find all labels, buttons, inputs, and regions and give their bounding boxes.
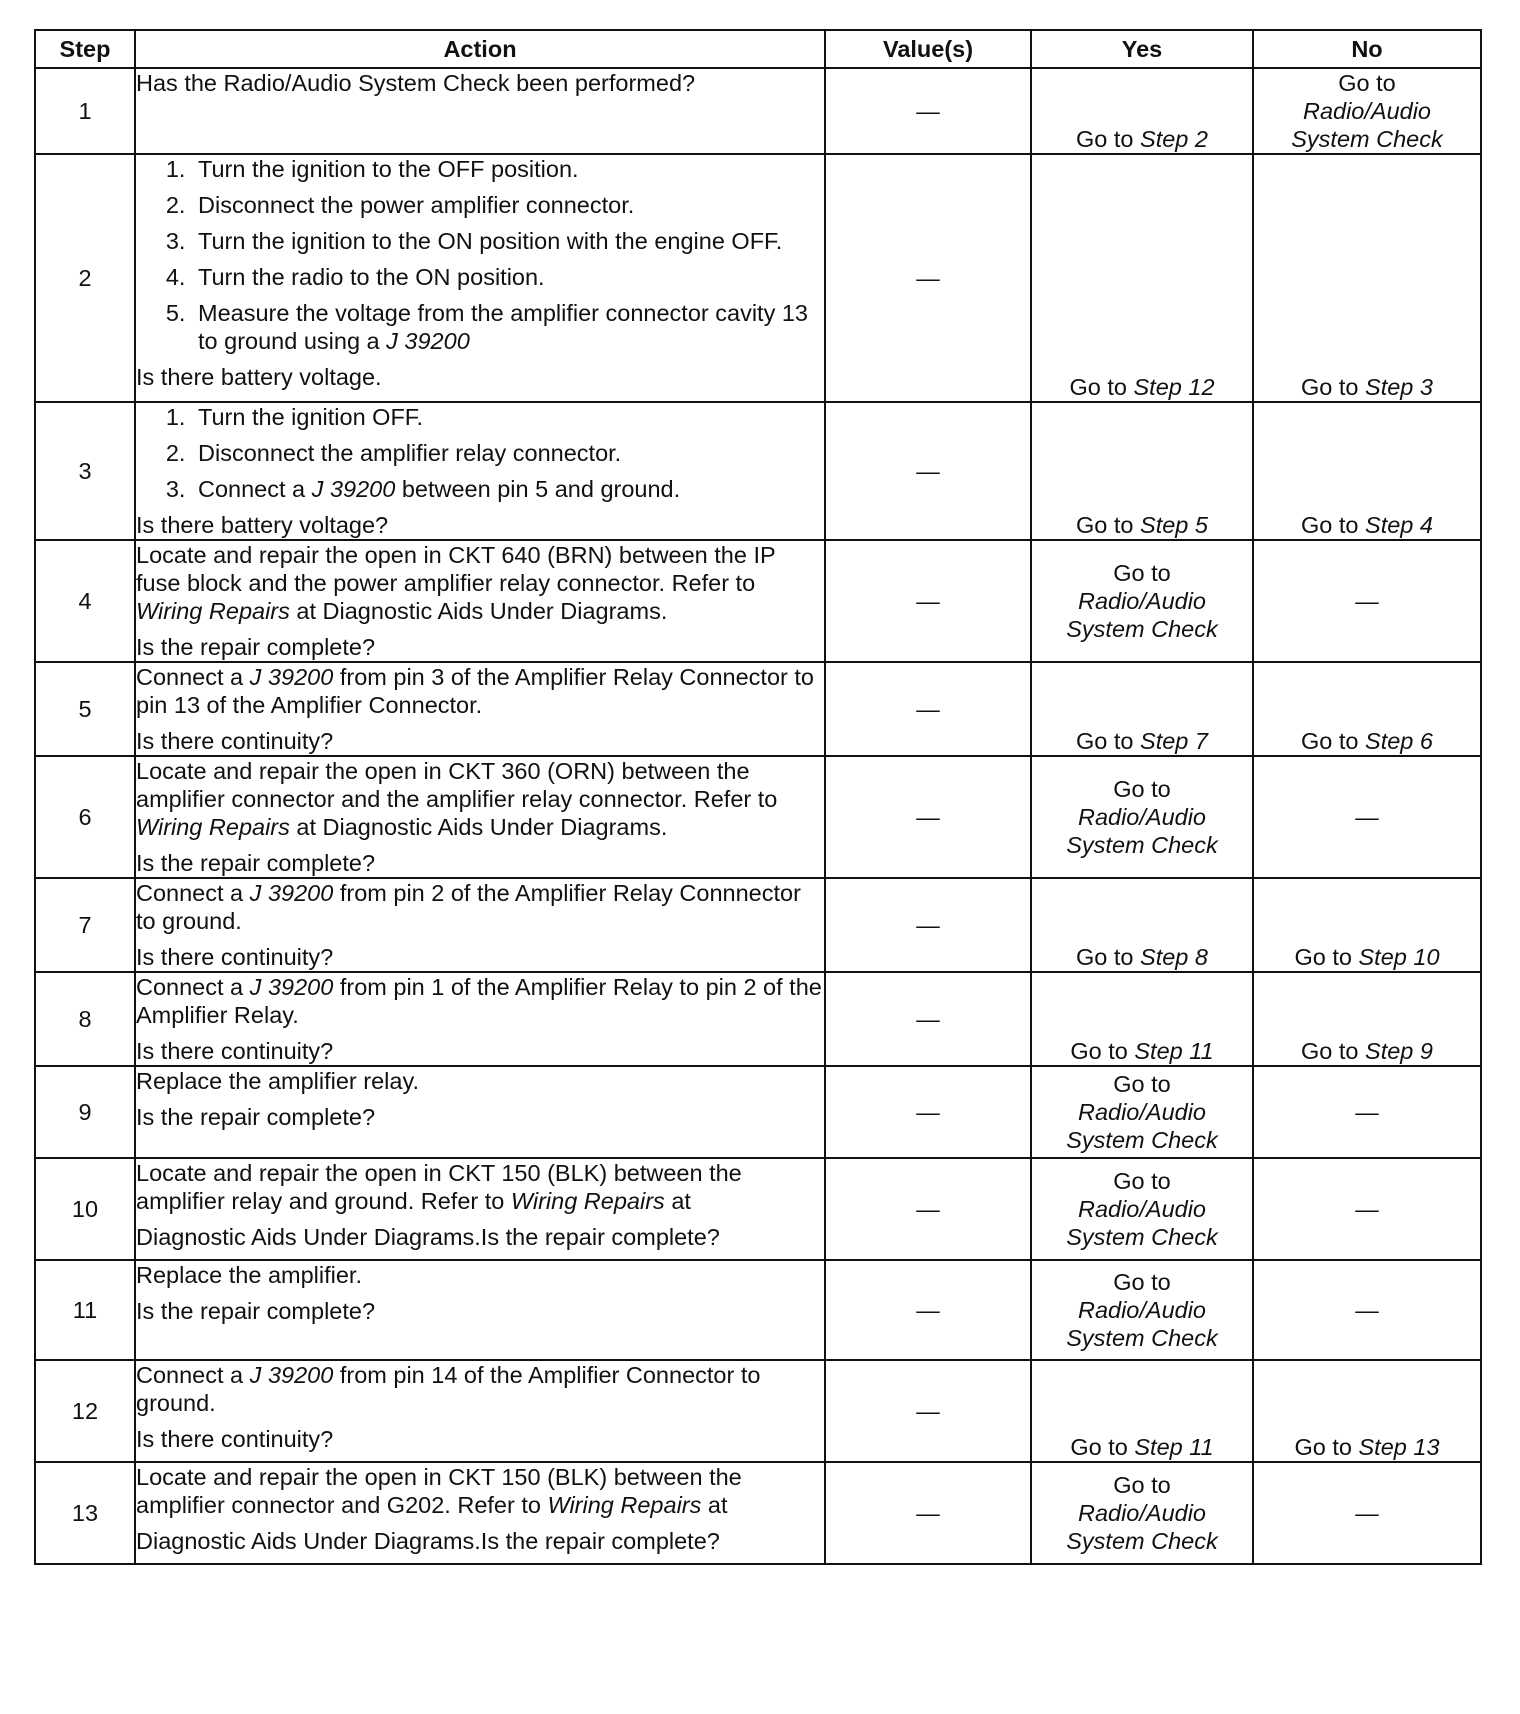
tool-name: J 39200 [249,880,334,906]
action-text [136,1159,824,1215]
table-row [35,1462,1481,1564]
action-item: 2. Disconnect the amplifier relay connector. [192,439,824,467]
action-question: Is the repair complete? [136,1298,376,1324]
action-text [136,541,824,625]
yes-cell [1031,972,1253,1066]
header-step: Step [35,30,135,68]
action-item [192,299,824,355]
action-text-part: from pin 1 of the Amplifier Relay to pin 2 of the Amplifier Relay. [136,974,822,1028]
action-cell [135,68,825,154]
table-row [35,402,1481,540]
value-cell: — [825,1158,1031,1260]
action-text: Replace the amplifier relay. [136,1068,419,1094]
goto-word: Go to [1301,728,1359,754]
action-item: 1. Turn the ignition OFF. [192,403,824,431]
yes-cell [1031,1158,1253,1260]
action-text-part: from pin 3 of the Amplifier Relay Connector to pin 13 of the Amplifier Connector. [136,664,814,718]
step-number: 9 [35,1066,135,1158]
action-question: Is there battery voltage? [136,512,389,538]
step-number: 3 [35,402,135,540]
table-row [35,878,1481,972]
step-number: 12 [35,1360,135,1462]
yes-target: Step 8 [1140,944,1208,970]
value-cell: — [825,972,1031,1066]
action-question: Is the repair complete? [136,850,376,876]
yes-cell [1031,1260,1253,1360]
no-cell [1253,662,1481,756]
table-row [35,540,1481,662]
radio-check-line2: System Check [1066,1325,1218,1351]
yes-cell [1031,1462,1253,1564]
action-list [136,155,824,355]
action-text-part: from pin 2 of the Amplifier Relay Connnector to ground. [136,880,801,934]
yes-target: Step 2 [1140,126,1208,152]
value-cell: — [825,1360,1031,1462]
action-cell [135,756,825,878]
value-cell: — [825,1066,1031,1158]
goto-word: Go to [1113,776,1171,802]
goto-word: Go to [1070,1038,1128,1064]
action-cell [135,402,825,540]
step-number: 13 [35,1462,135,1564]
value-cell: — [825,402,1031,540]
action-cell [135,972,825,1066]
action-question: Is there continuity? [136,728,334,754]
goto-word: Go to [1070,1434,1128,1460]
action-cell [135,1360,825,1462]
step-number: 5 [35,662,135,756]
radio-check-line2: System Check [1066,616,1218,642]
radio-check-line2: System Check [1066,1224,1218,1250]
value-cell: — [825,540,1031,662]
action-question: Is the repair complete? [136,634,376,660]
action-text-part: at Diagnostic Aids Under Diagrams. [296,598,668,624]
action-text [136,1463,824,1519]
yes-target: Step 12 [1133,374,1215,400]
step-number: 11 [35,1260,135,1360]
wiring-repairs-ref: Wiring Repairs [510,1188,665,1214]
no-cell: — [1253,540,1481,662]
table-row [35,756,1481,878]
action-text-part: from pin 14 of the Amplifier Connector to ground. [136,1362,761,1416]
table-row [35,662,1481,756]
step-number: 7 [35,878,135,972]
diagnostic-table [34,29,1482,1565]
goto-word: Go to [1113,1472,1171,1498]
action-item [192,475,824,503]
action-text-part: Connect a [136,880,244,906]
value-cell: — [825,1462,1031,1564]
radio-check-line1: Radio/Audio [1302,98,1432,124]
wiring-repairs-ref: Wiring Repairs [547,1492,702,1518]
no-target: Step 9 [1365,1038,1433,1064]
table-row [35,1260,1481,1360]
no-target: Step 13 [1358,1434,1440,1460]
radio-check-line1: Radio/Audio [1077,1500,1207,1526]
action-text-part: at [671,1188,691,1214]
action-cell [135,662,825,756]
action-text-part: Locate and repair the open in CKT 360 (ORN) between the amplifier connector and the amplifier relay connector. Refer to [136,758,778,812]
goto-word: Go to [1076,944,1134,970]
action-question: Is there continuity? [136,1426,334,1452]
tool-name: J 39200 [386,328,470,354]
action-text: Diagnostic Aids Under Diagrams.Is the repair complete? [136,1224,720,1250]
yes-cell [1031,402,1253,540]
no-cell: — [1253,1066,1481,1158]
action-question: Is there continuity? [136,944,334,970]
step-number: 10 [35,1158,135,1260]
goto-word: Go to [1076,126,1134,152]
value-cell: — [825,68,1031,154]
yes-target: Step 11 [1134,1038,1214,1064]
radio-check-line1: Radio/Audio [1077,804,1207,830]
action-question: Is the repair complete? [136,1104,376,1130]
radio-check-line1: Radio/Audio [1077,1099,1207,1125]
goto-word: Go to [1294,1434,1352,1460]
no-target: Step 10 [1358,944,1440,970]
step-number: 2 [35,154,135,402]
action-question: Has the Radio/Audio System Check been performed? [136,70,696,96]
action-text [136,1361,824,1417]
step-number: 4 [35,540,135,662]
yes-target: Step 11 [1134,1434,1214,1460]
no-cell: — [1253,756,1481,878]
action-cell [135,1260,825,1360]
goto-word: Go to [1113,1071,1171,1097]
yes-target: Step 5 [1140,512,1208,538]
action-text-part: at [707,1492,728,1518]
step-number: 8 [35,972,135,1066]
no-target: Step 3 [1365,374,1433,400]
step-number: 1 [35,68,135,154]
radio-check-line2: System Check [1066,1127,1218,1153]
action-question: Is there continuity? [136,1038,334,1064]
action-text-part: Connect a [136,664,244,690]
action-item: 2. Disconnect the power amplifier connector. [192,191,824,219]
header-values: Value(s) [825,30,1031,68]
yes-cell [1031,1066,1253,1158]
action-item: 4. Turn the radio to the ON position. [192,263,824,291]
no-target: Step 4 [1365,512,1433,538]
value-cell: — [825,878,1031,972]
goto-word: Go to [1301,374,1359,400]
goto-word: Go to [1076,512,1134,538]
yes-cell [1031,68,1253,154]
goto-word: Go to [1076,728,1134,754]
radio-check-line1: Radio/Audio [1077,1297,1207,1323]
table-row [35,154,1481,402]
table-row [35,68,1481,154]
goto-word: Go to [1301,512,1359,538]
action-cell [135,1158,825,1260]
tool-name: J 39200 [249,664,334,690]
yes-cell [1031,662,1253,756]
table-row [35,1066,1481,1158]
action-item: 1. Turn the ignition to the OFF position. [192,155,824,183]
action-text [136,879,824,935]
step-number: 6 [35,756,135,878]
header-no: No [1253,30,1481,68]
radio-check-line1: Radio/Audio [1077,588,1207,614]
tool-name: J 39200 [311,476,396,502]
action-text-part: Connect a [136,974,244,1000]
no-cell [1253,154,1481,402]
tool-name: J 39200 [249,1362,334,1388]
no-cell [1253,68,1481,154]
no-cell [1253,972,1481,1066]
action-item-text: Measure the voltage from the amplifier connector cavity 13 to ground using a [198,300,808,354]
action-text-part: Locate and repair the open in CKT 150 (BLK) between the amplifier connector and G202. Refer to [136,1464,742,1518]
action-cell [135,540,825,662]
action-question: Is there battery voltage. [136,364,382,390]
action-text: Diagnostic Aids Under Diagrams.Is the repair complete? [136,1528,720,1554]
goto-word: Go to [1069,374,1127,400]
value-cell: — [825,756,1031,878]
table-row [35,1158,1481,1260]
yes-cell [1031,1360,1253,1462]
goto-word: Go to [1113,560,1171,586]
no-cell: — [1253,1158,1481,1260]
action-item: 3. Turn the ignition to the ON position with the engine OFF. [192,227,824,255]
action-item-text: between pin 5 and ground. [401,476,681,502]
header-yes: Yes [1031,30,1253,68]
no-cell [1253,402,1481,540]
no-cell: — [1253,1462,1481,1564]
action-list [136,403,824,503]
action-cell [135,878,825,972]
no-cell [1253,1360,1481,1462]
goto-word: Go to [1113,1269,1171,1295]
goto-word: Go to [1338,70,1396,96]
value-cell: — [825,154,1031,402]
table-row [35,972,1481,1066]
action-text: Replace the amplifier. [136,1262,362,1288]
action-text-part: Locate and repair the open in CKT 640 (BRN) between the IP fuse block and the power amplifier relay connector. Refer to [136,542,776,596]
radio-check-line2: System Check [1066,832,1218,858]
table-row [35,1360,1481,1462]
action-text-part: at Diagnostic Aids Under Diagrams. [296,814,668,840]
value-cell: — [825,1260,1031,1360]
yes-target: Step 7 [1140,728,1208,754]
radio-check-line2: System Check [1066,1528,1218,1554]
action-text [136,663,824,719]
action-cell [135,1066,825,1158]
wiring-repairs-ref: Wiring Repairs [136,814,290,840]
yes-cell [1031,540,1253,662]
no-cell: — [1253,1260,1481,1360]
action-cell [135,154,825,402]
yes-cell [1031,154,1253,402]
radio-check-line2: System Check [1291,126,1443,152]
goto-word: Go to [1294,944,1352,970]
action-cell [135,1462,825,1564]
action-text [136,757,824,841]
header-row [35,30,1481,68]
action-text-part: Connect a [136,1362,244,1388]
no-target: Step 6 [1365,728,1433,754]
radio-check-line1: Radio/Audio [1077,1196,1207,1222]
goto-word: Go to [1301,1038,1359,1064]
yes-cell [1031,756,1253,878]
action-text-part: Locate and repair the open in CKT 150 (BLK) between the amplifier relay and ground. Refer to [136,1160,742,1214]
action-item-text: Connect a [198,476,306,502]
action-text [136,973,824,1029]
no-cell [1253,878,1481,972]
goto-word: Go to [1113,1168,1171,1194]
header-action: Action [135,30,825,68]
yes-cell [1031,878,1253,972]
wiring-repairs-ref: Wiring Repairs [136,598,290,624]
tool-name: J 39200 [249,974,334,1000]
value-cell: — [825,662,1031,756]
